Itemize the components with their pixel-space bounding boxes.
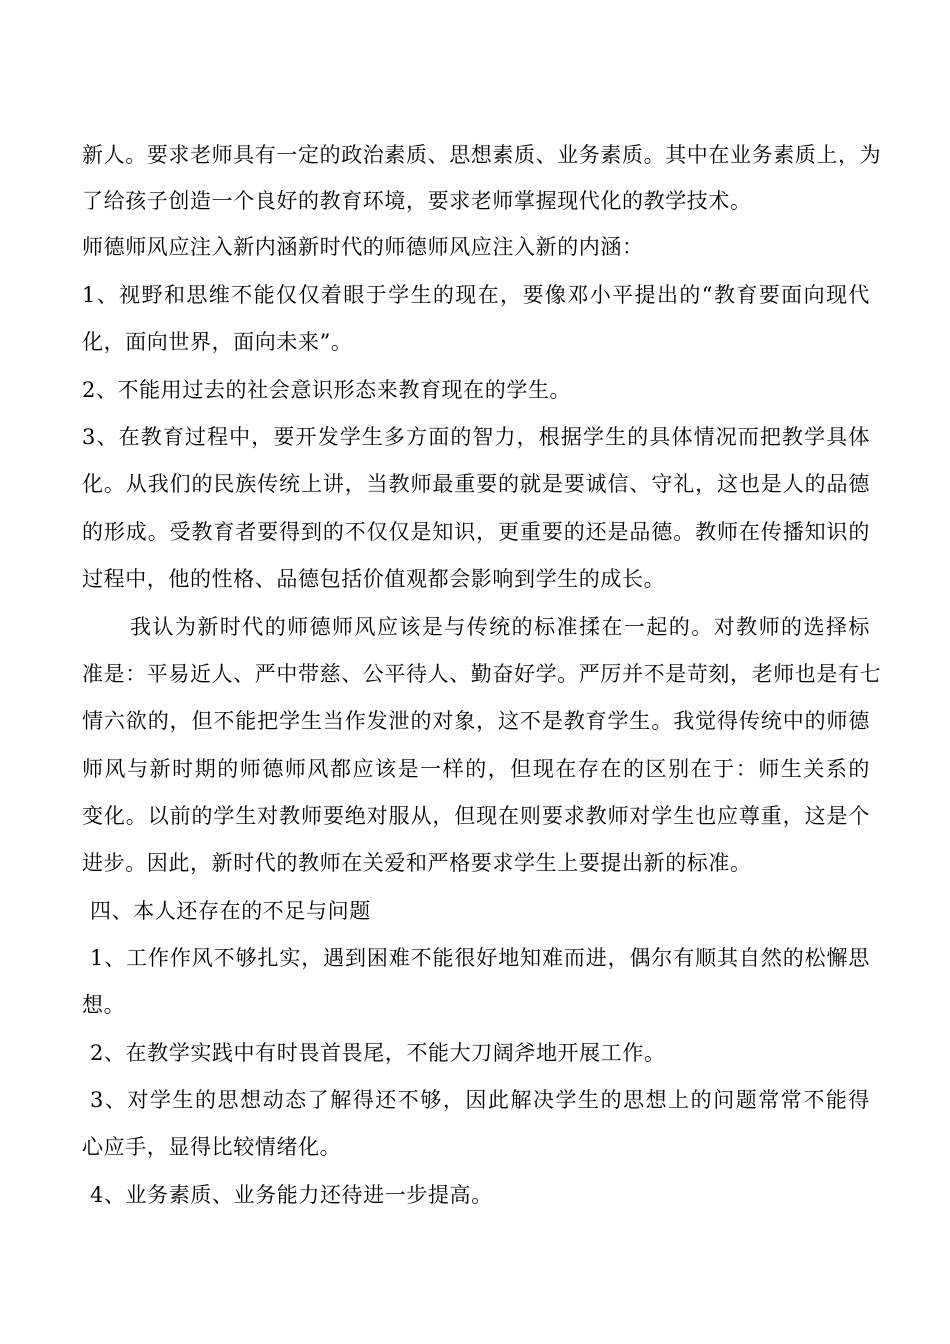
text-line: 1、工作作风不够扎实，遇到困难不能很好地知难而进，偶尔有顺其自然的松懈思	[90, 946, 870, 970]
text-line: 想。	[82, 993, 126, 1017]
text-line: 准是：平易近人、严中带慈、公平待人、勤奋好学。严厉并不是苛刻，老师也是有七	[82, 662, 882, 686]
section-heading: 四、本人还存在的不足与问题	[90, 899, 371, 923]
text-line: 变化。以前的学生对教师要绝对服从，但现在则要求教师对学生也应尊重，这是个	[82, 804, 870, 828]
text-line: 师风与新时期的师德师风都应该是一样的，但现在存在的区别在于：师生关系的	[82, 757, 870, 781]
text-line: 心应手，显得比较情绪化。	[82, 1135, 342, 1159]
text-line: 4、业务素质、业务能力还待进一步提高。	[90, 1183, 493, 1207]
text-line: 3、对学生的思想动态了解得还不够，因此解决学生的思想上的问题常常不能得	[90, 1088, 870, 1112]
text-line: 的形成。受教育者要得到的不仅仅是知识，更重要的还是品德。教师在传播知识的	[82, 520, 870, 544]
text-line: 师德师风应注入新内涵新时代的师德师风应注入新的内涵：	[82, 235, 644, 259]
text-line: 我认为新时代的师德师风应该是与传统的标准揉在一起的。对教师的选择标	[130, 615, 870, 639]
text-line: 化，面向世界，面向未来”。	[82, 330, 353, 354]
text-line: 3、在教育过程中，要开发学生多方面的智力，根据学生的具体情况而把教学具体	[82, 425, 870, 449]
text-line: 情六欲的，但不能把学生当作发泄的对象，这不是教育学生。我觉得传统中的师德	[82, 709, 870, 733]
text-line: 2、不能用过去的社会意识形态来教育现在的学生。	[82, 378, 572, 402]
text-line: 进步。因此，新时代的教师在关爱和严格要求学生上要提出新的标准。	[82, 851, 752, 875]
text-line: 化。从我们的民族传统上讲，当教师最重要的就是要诚信、守礼，这也是人的品德	[82, 472, 870, 496]
text-line: 1、视野和思维不能仅仅着眼于学生的现在，要像邓小平提出的“教育要面向现代	[82, 283, 870, 307]
text-line: 2、在教学实践中有时畏首畏尾，不能大刀阔斧地开展工作。	[90, 1041, 666, 1065]
text-line: 过程中，他的性格、品德包括价值观都会影响到学生的成长。	[82, 567, 666, 591]
text-line: 新人。要求老师具有一定的政治素质、思想素质、业务素质。其中在业务素质上，为	[82, 143, 882, 167]
text-line: 了给孩子创造一个良好的教育环境，要求老师掌握现代化的教学技术。	[82, 189, 752, 213]
